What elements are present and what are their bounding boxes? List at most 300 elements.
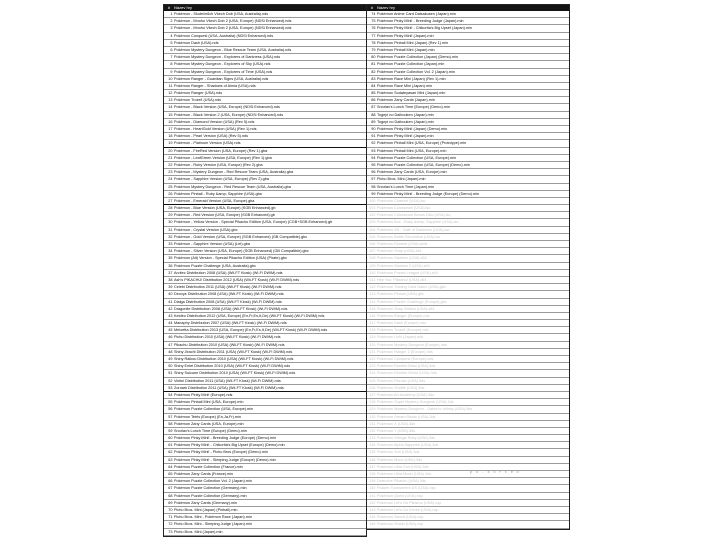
row-number: 50 [168, 364, 173, 369]
table-row [367, 485, 569, 492]
row-number: 116 [369, 313, 376, 318]
row-title: Victini Distribution 2011 (USA) (Wii-FT Kiosk) (Wi-Fi DWiM).nds [174, 378, 281, 383]
table-row [164, 342, 366, 349]
table-row [164, 313, 366, 320]
row-title: Pokémon Omega Ruby (USA).3ds [377, 436, 436, 441]
row-number: 123 [369, 364, 376, 369]
row-title: Pokémon Puzzle Collection Vol. 2 (Japan).min [174, 479, 252, 484]
row-number: 17 [168, 127, 173, 131]
table-row [164, 299, 366, 306]
row-title: Pokémon Let's Go Eevee (USA).nsp [377, 507, 439, 512]
row-title: Pokémon Pinky Mini! - Breeding Judge (Europe) (Demo).min [174, 436, 277, 441]
row-title: Pokémon Mystery Dungeon - Blue Rescue Team (USA, Australia).nds [174, 47, 292, 52]
table-row [164, 270, 366, 277]
row-title: Pokémon Puzzle Collection (Germany).min [174, 486, 247, 491]
row-title: Pokémon Puzzle Collection (USA, Europe).min [174, 407, 254, 412]
row-title: Pokémon Trozei! (USA).nds [174, 98, 222, 103]
table-row [164, 61, 366, 68]
table-row [164, 478, 366, 485]
table-row [367, 155, 569, 162]
row-number: 84 [371, 83, 376, 88]
row-number: 57 [168, 414, 173, 419]
row-number: 13 [168, 98, 173, 103]
row-number: 125 [369, 378, 376, 383]
row-number: 106 [369, 242, 376, 246]
row-title: Pokémon Puzzle Challenge (Europe).gbc [377, 299, 447, 304]
row-number: 117 [369, 321, 376, 326]
row-number: 102 [369, 213, 376, 218]
table-row [367, 255, 569, 262]
row-number: 140 [369, 486, 376, 491]
row-title: Hey You, Pikachu! (USA).z64 [377, 277, 427, 282]
row-number: 19 [168, 141, 173, 146]
table-row [367, 370, 569, 377]
table-row [367, 263, 569, 270]
table-row [367, 248, 569, 255]
row-title: Pokémon Stadium 2 (USA).z64 [377, 263, 430, 268]
row-number: 30 [168, 220, 173, 225]
right-table-body [367, 11, 569, 529]
table-row [164, 435, 366, 442]
row-number: 62 [168, 450, 173, 455]
row-title: Pokémon Trading Card Game (USA).gbc [377, 285, 447, 290]
table-row [164, 457, 366, 464]
row-title: Dragonite Distribution 2008 (USA) (Wii-FT Kiosk) (Wi-Fi DWiM).nds [174, 306, 288, 311]
row-title: Pokémon Dash (Europe).nds [377, 321, 426, 326]
row-number: 121 [369, 349, 376, 354]
table-row [367, 392, 569, 399]
row-number: 111 [369, 277, 376, 282]
table-row [367, 414, 569, 421]
row-title: Pokémon Zany Cards (France).min [174, 472, 234, 476]
table-row [164, 514, 366, 521]
row-number: 127 [369, 392, 376, 397]
row-title: Pokémon Zany Cards (Germany).min [174, 500, 238, 505]
table-row [367, 25, 569, 32]
row-number: 138 [369, 472, 376, 476]
row-number: 98 [371, 184, 376, 189]
table-row [367, 212, 569, 219]
table-row [164, 507, 366, 514]
row-title: Pokémon X (USA).3ds [377, 421, 416, 426]
row-number: 105 [369, 234, 376, 239]
row-title: Pokémon Sun (USA).3ds [377, 450, 420, 455]
row-title: Pokémon Tetris (Europe) (En,Ja,Fr).min [174, 414, 242, 419]
row-number: 41 [168, 299, 173, 304]
row-number: 135 [369, 450, 376, 455]
row-number: 33 [168, 242, 173, 246]
row-title: Pokémon Conquest (Europe).nds [377, 357, 434, 361]
row-title: Pokémon Shuffle (USA).3ds [377, 385, 425, 390]
table-row [164, 392, 366, 399]
row-title: Pichu Distribution 2010 (USA) (Wii-FT Kiosk) (Wi-Fi DWiM).nds [174, 335, 281, 340]
table-row [367, 299, 569, 306]
row-number: 110 [369, 270, 376, 275]
table-row [367, 320, 569, 327]
row-title: Pokémon - HeartGold Version (USA) (Rev 1).nds [174, 127, 257, 131]
table-row [164, 327, 366, 334]
row-number: 107 [369, 249, 376, 254]
row-number: 42 [168, 306, 173, 311]
row-title: Pichu Bros. Mini (Japan).min [174, 529, 223, 534]
row-number: 93 [371, 148, 376, 153]
table-row [164, 162, 366, 169]
row-number: 77 [371, 33, 376, 38]
table-row [367, 277, 569, 284]
table-row [164, 25, 366, 32]
row-number: 83 [371, 76, 376, 81]
table-row [164, 306, 366, 313]
row-number: 1 [170, 12, 173, 16]
table-row [164, 500, 366, 507]
row-number: 67 [168, 486, 173, 491]
row-title: Pokémon Alpha Sapphire (USA).3ds [377, 443, 439, 448]
row-number: 56 [168, 407, 173, 412]
table-row [367, 385, 569, 392]
row-title: Pokémon - Black Version 2 (USA, Europe) (NDSi Enhanced).nds [174, 112, 284, 117]
table-row [367, 493, 569, 500]
row-number: 58 [168, 421, 173, 426]
row-number: 15 [168, 112, 173, 117]
table-row [367, 133, 569, 140]
row-title: Pichu Bros. Mini (Japan) (Pinball).min [174, 507, 238, 512]
table-row [367, 457, 569, 464]
row-number: 44 [168, 321, 173, 326]
row-number: 64 [168, 464, 173, 469]
row-title: Ash's PIKACHU! Distribution 2012 (USA) (Wii-FT Kiosk) (Wi-Fi DWiM).nds [174, 277, 300, 282]
row-title: Pokémon Pinball Mini (Japan).min [377, 47, 435, 52]
row-number: 14 [168, 105, 173, 110]
row-title: Pokémon Ultra Moon (USA).3ds [377, 472, 432, 476]
table-row [367, 227, 569, 234]
row-title: Pokémon Rumble Blast (USA).3ds [377, 364, 436, 369]
row-number: 99 [371, 191, 376, 196]
table-row [164, 464, 366, 471]
row-title: Pokémon Rumble (USA).wbfs [377, 242, 428, 246]
table-row [164, 363, 366, 370]
table-row [164, 18, 366, 25]
table-row [164, 126, 366, 133]
row-number: 59 [168, 428, 173, 433]
table-row [164, 227, 366, 234]
row-title: Pokémon - Gold Version (USA, Europe) (SGB Enhanced) (GB Compatible).gbc [174, 234, 308, 239]
row-title: Pokémon - Ruby Version (USA, Europe) (Rev 2).gba [174, 162, 263, 167]
row-number: 132 [369, 428, 376, 433]
table-row [164, 97, 366, 104]
row-number: 4 [170, 33, 173, 38]
table-row [367, 69, 569, 76]
table-row [164, 263, 366, 270]
row-title: Pokémon Shield (USA).nsp [377, 522, 424, 527]
row-title: Pokémon - Crystal Version (USA).gbc [174, 227, 238, 232]
row-title: Togepi no Daibouken (Japan).min [377, 112, 434, 117]
row-title: Pokémon - LeafGreen Version (USA, Europe) (Rev 1).gba [174, 155, 272, 160]
right-table [366, 4, 570, 530]
table-row [367, 219, 569, 226]
row-number: 114 [369, 299, 376, 304]
name-column-header: Název hry [174, 5, 193, 10]
row-title: Pokémon Colosseum (USA).iso [377, 206, 431, 211]
table-row [367, 83, 569, 90]
table-row [367, 205, 569, 212]
row-title: Pokémon Pinball - Ruby &amp; Sapphire (USA).gba [174, 191, 262, 196]
table-row [164, 83, 366, 90]
table-row [164, 112, 366, 119]
table-row [367, 327, 569, 334]
row-number: 16 [168, 119, 173, 124]
table-row [367, 521, 569, 528]
row-number: 36 [168, 263, 173, 268]
row-title: Dialga Distribution 2008 (USA) (Wii-FT Kiosk) (Wi-Fi DWiM).nds [174, 299, 282, 304]
row-number: 69 [168, 500, 173, 505]
table-row [164, 176, 366, 183]
table-row [164, 385, 366, 392]
row-title: Pokémon Puzzle Collection (Japan).min [377, 62, 445, 67]
row-number: 45 [168, 328, 173, 333]
row-number: 113 [369, 292, 376, 297]
row-number: 130 [369, 414, 376, 419]
table-row [367, 148, 569, 155]
row-number: 34 [168, 249, 173, 254]
row-number: 24 [168, 177, 173, 182]
row-number: 52 [168, 378, 173, 383]
row-title: Pichu Bros. Mini - Pokémon Race (Japan).min [174, 515, 252, 520]
table-row [164, 529, 366, 536]
table-row [367, 500, 569, 507]
row-title: Detective Pikachu (USA).3ds [377, 479, 426, 484]
table-row [367, 162, 569, 169]
table-row [164, 493, 366, 500]
table-row [367, 478, 569, 485]
table-row [164, 485, 366, 492]
table-row [164, 378, 366, 385]
name-column-header: Název hry [377, 5, 396, 10]
row-title: Pokémon Pinky Mini! (Japan).min [377, 134, 434, 139]
row-number: 29 [168, 213, 173, 218]
row-number: 76 [371, 26, 376, 31]
row-number: 31 [168, 227, 173, 232]
table-row [367, 428, 569, 435]
row-number: 128 [369, 400, 376, 405]
table-row [367, 241, 569, 248]
row-title: Shiny Raikou Distribution 2010 (USA) (Wii-FT Kiosk) (Wi-Fi DWiM).nds [174, 357, 294, 361]
row-title: Pokémon Mystery Dungeon - Explorers of Darkness (USA).nds [174, 55, 281, 60]
table-row [367, 184, 569, 191]
row-number: 12 [168, 91, 173, 96]
table-row [164, 54, 366, 61]
table-row [367, 119, 569, 126]
row-number: 21 [168, 155, 173, 160]
row-title: Pokémon (Alt) Version - Special Pikachu Edition (USA) (Pirate).gbc [174, 256, 287, 261]
row-number: 66 [168, 479, 173, 484]
row-title: Pokémon Snap Station (USA).z64 [377, 306, 435, 311]
table-row [164, 155, 366, 162]
table-row [164, 291, 366, 298]
table-row [164, 198, 366, 205]
row-title: Pokémon Puzzle Collection (Japan) (Demo).min [377, 55, 459, 60]
table-row [164, 47, 366, 54]
row-number: 3 [170, 26, 173, 31]
row-number: 2 [170, 19, 173, 24]
table-row [367, 97, 569, 104]
left-table [163, 4, 367, 537]
table-row [367, 406, 569, 413]
row-number: 25 [168, 184, 173, 189]
table-row [367, 291, 569, 298]
row-title: Pokémon Colosseum Bonus Disc (USA).iso [377, 213, 451, 218]
table-row [367, 399, 569, 406]
row-number: 97 [371, 177, 376, 182]
row-number: 131 [369, 421, 376, 426]
row-number: 108 [369, 256, 376, 261]
row-number: 145 [369, 522, 376, 527]
row-number: 11 [168, 83, 173, 88]
row-number: 60 [168, 436, 173, 441]
row-title: Pokémon - Sapphire Version (USA, Europe) (Rev 2).gba [174, 177, 269, 182]
row-number: 23 [168, 170, 173, 175]
row-number: 8 [170, 62, 173, 67]
row-number: 82 [371, 69, 376, 74]
row-number: 119 [369, 335, 376, 340]
row-number: 51 [168, 371, 173, 376]
row-number: 80 [371, 55, 376, 60]
row-title: Pokémon Race Mini (Japan).min [377, 83, 433, 88]
row-number: 53 [168, 385, 173, 390]
table-row [367, 284, 569, 291]
row-number: 86 [371, 98, 376, 103]
table-row [367, 191, 569, 198]
table-row [164, 349, 366, 356]
table-row [367, 342, 569, 349]
row-number: 91 [371, 134, 376, 139]
row-number: 85 [371, 91, 376, 96]
table-row [367, 464, 569, 471]
row-number: 136 [369, 457, 376, 462]
table-row [164, 184, 366, 191]
row-number: 43 [168, 313, 173, 318]
table-row [164, 399, 366, 406]
row-title: Pokémon Mystery Dungeon - Gates to Infinity (USA).3ds [377, 407, 473, 412]
table-row [367, 471, 569, 478]
row-number: 78 [371, 40, 376, 45]
row-title: Pokémon Pinky Mini! - Sleeping Judge (Europe) (Demo).min [174, 457, 276, 462]
row-title: Pokémon Dash (USA).nds [174, 40, 219, 45]
table-row [164, 521, 366, 528]
table-row [164, 11, 366, 18]
row-title: Pokémon Rumble World (USA).3ds [377, 371, 437, 376]
row-title: Zoroark Distribution 2011 (USA) (Wii-FT Kiosk) (Wi-Fi DWiM).nds [174, 385, 284, 390]
row-title: Pikachu Distribution 2010 (USA) (Wii-FT Kiosk) (Wi-Fi DWiM).nds [174, 342, 285, 347]
table-row [164, 140, 366, 147]
row-title: Pokémon - FireRed Version (USA, Europe) (Rev 1).gba [174, 148, 268, 153]
row-title: Arcitec Distribution 2008 (USA) (Wii-FT Kiosk) (Wi-Fi DWiM).nds [174, 270, 283, 275]
table-row [164, 284, 366, 291]
row-number: 6 [170, 47, 173, 52]
table-row [164, 104, 366, 111]
row-title: Pokémon Channel (USA).iso [377, 198, 426, 203]
row-title: Pokémon - Red Version (USA, Europe) (SGB Enhanced).gb [174, 213, 275, 218]
row-title: Pokémon - Mystery Dungeon - Red Rescue Team (USA, Australia).gba [174, 170, 294, 175]
table-row [367, 514, 569, 521]
row-number: 32 [168, 234, 173, 239]
row-title: Pokémon Pinky Mini! - Chikorita's Big Upset (Europe) (Demo).min [174, 443, 285, 448]
row-number: 134 [369, 443, 376, 448]
row-number: 61 [168, 443, 173, 448]
table-row [164, 234, 366, 241]
row-number: 74 [371, 12, 376, 16]
row-number: 95 [371, 162, 376, 167]
row-title: Pokémon Pinball Mini (USA, Europe).min [377, 148, 447, 153]
row-title: Pokémon Ranger (USA).nds [174, 91, 223, 96]
row-number: 87 [371, 105, 376, 110]
row-number: 133 [369, 436, 376, 441]
row-number: 124 [369, 371, 376, 376]
table-row [367, 363, 569, 370]
table-row [164, 277, 366, 284]
table-row [367, 126, 569, 133]
row-title: Pokémon Pinky Mini! - Chikorita's Big Upset (Japan).min [377, 26, 473, 31]
row-title: Pokémon Pinky Mini! - Breeding Judge (Japan).min [377, 19, 464, 24]
table-row [367, 176, 569, 183]
row-title: Pokémon Pinky Mini! - Pichu Bros (Europe) (Demo).min [174, 450, 268, 455]
table-row [164, 90, 366, 97]
row-number: 26 [168, 191, 173, 196]
row-number: 18 [168, 134, 173, 139]
row-title: Pokémon Zany Cards (Japan).min [377, 98, 435, 103]
table-row [367, 234, 569, 241]
row-number: 39 [168, 285, 173, 290]
table-row [164, 191, 366, 198]
row-title: Pokémon - Skutečnůch Všech Dob (USA, Australia).nds [174, 12, 269, 16]
table-row [164, 205, 366, 212]
row-number: 118 [369, 328, 376, 333]
table-row [164, 76, 366, 83]
row-title: Pokémon Snap (USA).z64 [377, 249, 422, 254]
row-title: Pichu Bros. Mini (Japan).min [377, 177, 426, 182]
row-title: Pokémon Pinky Mini! (Japan) (Demo).min [377, 127, 448, 131]
row-title: Pokémon Pinky Mini! (Japan).min [377, 33, 434, 38]
row-title: Pokkén Tournament DX (USA).nsp [377, 486, 436, 491]
row-number: 48 [168, 349, 173, 354]
row-title: Shiny Jirachi Distribution 2011 (USA) (Wii-FT Kiosk) (Wi-Fi DWiM).nds [174, 349, 293, 354]
table-row [367, 442, 569, 449]
row-title: Pokémon Picross (USA).3ds [377, 378, 426, 383]
row-number: 104 [369, 227, 376, 232]
table-row [367, 313, 569, 320]
table-row [164, 406, 366, 413]
row-title: Pokémon Box - Ruby &amp; Sapphire (USA).iso [377, 220, 459, 225]
table-row [164, 169, 366, 176]
row-number: 55 [168, 400, 173, 405]
row-number: 37 [168, 270, 173, 275]
row-title: Pokémon Race Mini (Japan) (Rev 1).min [377, 76, 446, 81]
row-title: Pokémon Zany Cards (USA, Europe).min [377, 170, 447, 175]
row-number: 20 [168, 148, 173, 153]
row-title: Pokémon - Diamond Version (USA) (Rev 5).nds [174, 119, 255, 124]
row-number: 92 [371, 141, 376, 146]
row-number: 100 [369, 198, 376, 203]
table-row [164, 248, 366, 255]
row-title: Pokémon - Blue Version (USA, Europe) (SGB Enhanced).gb [174, 206, 276, 211]
row-title: Pokémon Mystery Dungeon (Europe).nds [377, 342, 447, 347]
row-title: Pokémon XD - Gale of Darkness (USA).iso [377, 227, 450, 232]
table-row [367, 54, 569, 61]
row-number: 10 [168, 76, 173, 81]
row-number: 46 [168, 335, 173, 340]
row-title: Pokémon Mystery Dungeon - Explorers of Time (USA).nds [174, 69, 273, 74]
table-row [367, 198, 569, 205]
table-row [164, 471, 366, 478]
